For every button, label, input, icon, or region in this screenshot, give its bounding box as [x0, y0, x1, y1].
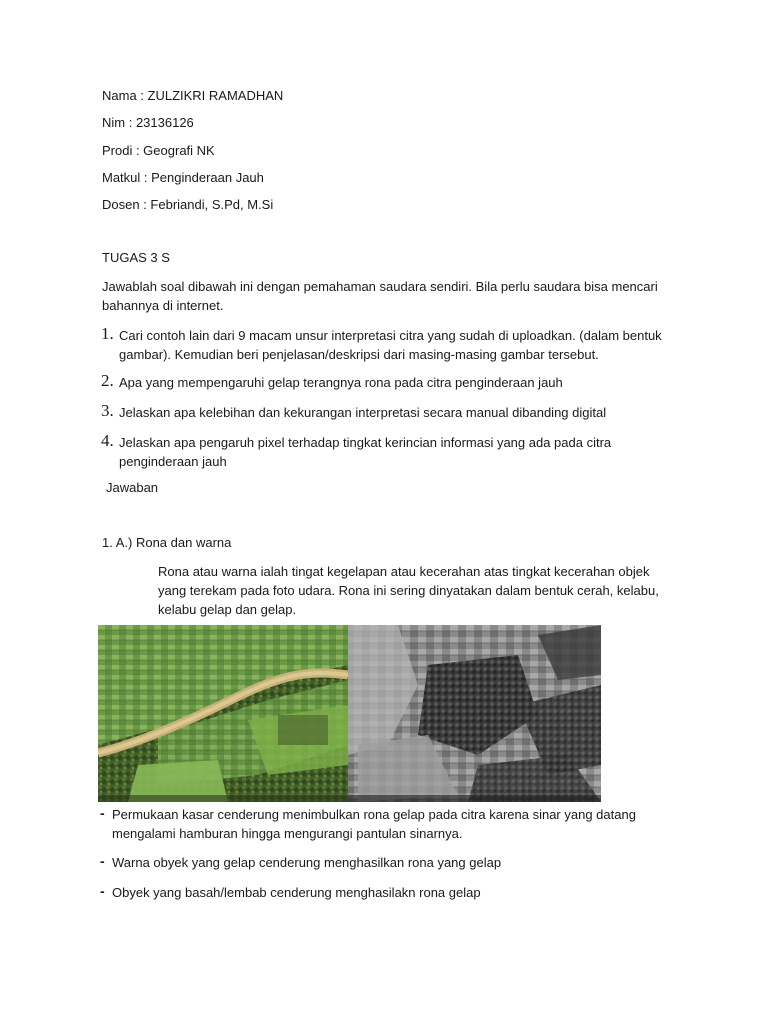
student-name: Nama : ZULZIKRI RAMADHAN	[102, 88, 284, 103]
answer-description: Rona atau warna ialah tingat kegelapan atau kecerahan atas tingkat kecerahan objek yang terekam pada foto udara. Rona ini sering dinyatakan dalam bentuk cerah, kelabu, kelabu gelap dan gelap.	[158, 564, 659, 617]
question-text: Jelaskan apa kelebihan dan kekurangan interpretasi secara manual dibanding digital	[119, 405, 607, 420]
question-text: Apa yang mempengaruhi gelap terangnya rona pada citra penginderaan jauh	[119, 375, 563, 390]
bullet-mark: -	[100, 883, 105, 899]
grayscale-aerial-image	[348, 625, 601, 802]
question-text: Cari contoh lain dari 9 macam unsur interpretasi citra yang sudah di uploadkan. (dalam bentuk gambar). Kemudian beri penjelasan/deskripsi dari masing-masing gambar tersebut.	[119, 328, 662, 362]
answer-heading: Jawaban	[106, 480, 159, 495]
study-program: Prodi : Geografi NK	[102, 143, 215, 158]
student-nim: Nim : 23136126	[102, 115, 194, 130]
bullet-text: Permukaan kasar cenderung menimbulkan rona gelap pada citra karena sinar yang datang mengalami hamburan hingga mengurangi pantulan sinarnya.	[112, 807, 636, 841]
task-title: TUGAS 3 S	[102, 250, 170, 265]
course-name: Matkul : Penginderaan Jauh	[102, 170, 264, 185]
bullet-text: Obyek yang basah/lembab cenderung menghasilakn rona gelap	[112, 885, 481, 900]
question-number: 1.	[101, 324, 114, 343]
question-number: 2.	[101, 371, 114, 390]
answer-item-label: 1. A.) Rona dan warna	[102, 535, 232, 550]
aerial-photo-pair	[98, 625, 601, 802]
color-aerial-image	[98, 625, 348, 802]
bullet-mark: -	[100, 853, 105, 869]
bullet-text: Warna obyek yang gelap cenderung menghasilkan rona yang gelap	[112, 855, 502, 870]
question-text: Jelaskan apa pengaruh pixel terhadap tingkat kerincian informasi yang ada pada citra penginderaan jauh	[119, 435, 612, 469]
bullet-mark: -	[100, 805, 105, 821]
question-number: 3.	[101, 401, 114, 420]
task-instruction: Jawablah soal dibawah ini dengan pemahaman saudara sendiri. Bila perlu saudara bisa mencari bahannya di internet.	[102, 279, 658, 313]
lecturer-name: Dosen : Febriandi, S.Pd, M.Si	[102, 197, 274, 212]
question-number: 4.	[101, 431, 114, 450]
